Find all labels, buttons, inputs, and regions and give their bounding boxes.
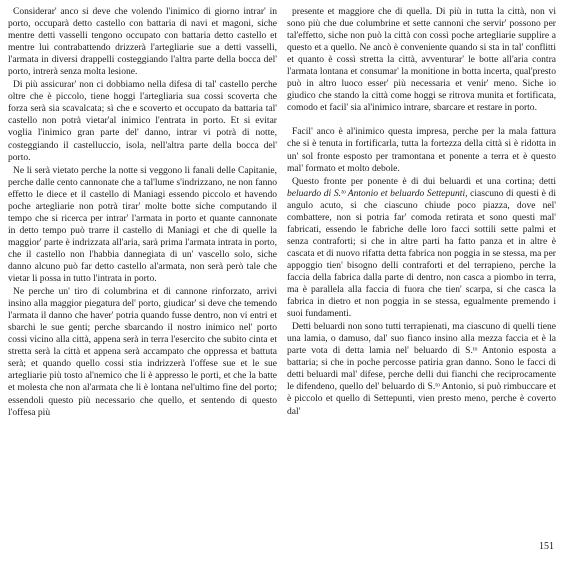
paragraph: presente et maggiore che di quella. Di più in tutta la città, non vi sono più che due columbrine et sette cannoni che servir' possono per tal'effetto, siche non può la città con cossì poche artegliarie supplire a questo et a quello. Ne ancò è conveniente quando si sta in tal' conflitti et quanto è cossì stretta la città, avventurar' le botte all'aria contra l'armata lontana et consumar' la monitione in botta incerta, qual'presto può in altro luoco esser' più necessaria et venir' meno. Siche io giudico che stando la città come hoggi se ritrova munita et fortificata, comodo et facil' sia al'inimico intrare, sbarcare et restare in porto. (287, 6, 556, 114)
right-text-column (287, 6, 556, 418)
paragraph-text: Questo fronte per ponente è di dui beluardi et una cortina; detti (292, 175, 556, 187)
left-text-column (8, 6, 277, 419)
paragraph: Considerar' anco si deve che volendo l'inimico di giorno intrar' in porto, occuparà detto castello con battaria di navi et magoni, siche mentre detti vasselli tengono occupato con battaria detto castello et mentre lui contrabattendo drizzerà l'artegliarie sue a detti vasselli, l'armata in diversi drappelli costeggiando l'altra parte della bocca del' porto, intrerà senza molta lesione. (8, 6, 277, 78)
paragraph (287, 176, 556, 321)
page-number: 151 (539, 541, 554, 552)
paragraph: Facil' anco è al'inimico questa impresa, perche per la mala fattura che si è tenuta in fortificarla, tutta la fortezza della città si è ridotta in un' sol fronte esposto per tramontana et ponente a terra et è questo mal' formato et molto debole. (287, 126, 556, 174)
paragraph: Di più assicurar' non ci dobbiamo nella difesa di tal' castello perche oltre che è piccolo, tiene hoggi l'artegliaria sua cossi scoverta che forza serà sia scavalcata; sì che e scoverto et occupato da battaria tal' castello non potrà vietar'al inimico l'entrata in porto. Et si evitar voglia l'inimico gran parte del' danno, intrar vi potrà di notte, costeggiando il castelluccio, isola, nell'altra parte della bocca del' porto. (8, 79, 277, 163)
italic-bastion-names: beluardo di S.ᵗᵒ Antonio et beluardo Settepunti (287, 187, 466, 199)
paragraph-text: , ciascuno di questi è di angulo acuto, si che ciascuno chiude poco piazza, dove nel' combattere, non si potria far' comoda retirata et sono questi mal' fabricati, essendo le fabriche delle loro facci sottili sette palmi et senza contraforti; si che in altre parti ha fatto panza et in altre è cascata et di nuovo rifatta detta fabrica non poggia in se stessa, ma per appoggio tien' bisogno delli contraforti et del terrapieno, perche la faccia della fabrica dalla parte di dentro, non casca a piombo in terra, ma è parallela alla faccia di fuora che tien' scarpa, si che casca la fabrica in dietro et non poggia in se stessa, egualmente premendo i suoi fundamenti. (287, 187, 556, 320)
paragraph: Detti beluardi non sono tutti terrapienati, ma ciascuno di quelli tiene una lamia, o damuso, dal' suo fianco insino alla mezza faccia et è la parte vota di detta lamia nel' beluardo di S.ᵗᵒ Antonio esposta a battaria; si che in poche percosse patiria gran danno. Sono le facci di detti beluardi mal' difese, perche delli dui fianchi che reciprocamente le difendeno, quello del' beluardo di S.ᵗᵒ Antonio, si può rimbuccare et è piccolo et quello di Settepunti, vien presto meno, perche è coverto dal' (287, 321, 556, 417)
paragraph: Ne li serà vietato perche la notte si veggono li fanali delle Capitanie, perche dalle cento cannonate che a tal'lume s'indrizzano, ne non fanno effetto le diece et il castello di Maniagi essendo piccolo et havendo poche artegliarie non potrà tirar' molte botte siche computando il tempo che si ricerca per intrar' l'armata in porto et quante cannonate in detto tempo può trarre il castello di Maniagi et che di quelle la maggior' parte è indrizzata all'aria, sarà prima l'armata intrata in porto, che il castello non l'habbia dannegiata di un' vascello solo, siche danno alcuno può far detto castello al'armata, non serà però tale che vietar li possa in tutto l'intrata in porto. (8, 164, 277, 285)
paragraph: Ne perche un' tiro di columbrina et di cannone rinforzato, arrivi insino alla maggior piegatura del' porto, giudicar' si deve che temendo l'armata il danno che haver' potria quando fusse dentro, non vi entri et sbarchi le sue genti; perche sbarcando il nostro inimico nel' porto cossi vicino alla città, appena serà in terra l'esercito che subito cinta et stretta serà la città et appena serà accampato che oppressa et battuta serà; et quando quello cossi stia indrizzerà l'offese sue et le sue artegliarie più tosto al'nemico che li è appresso le porti, et che la batte et molesta che non al'armata che li è lontana nel'ultimo fine del porto; essendoli questo più necessario che quello, et sentendo di questo l'offesa più (8, 286, 277, 418)
